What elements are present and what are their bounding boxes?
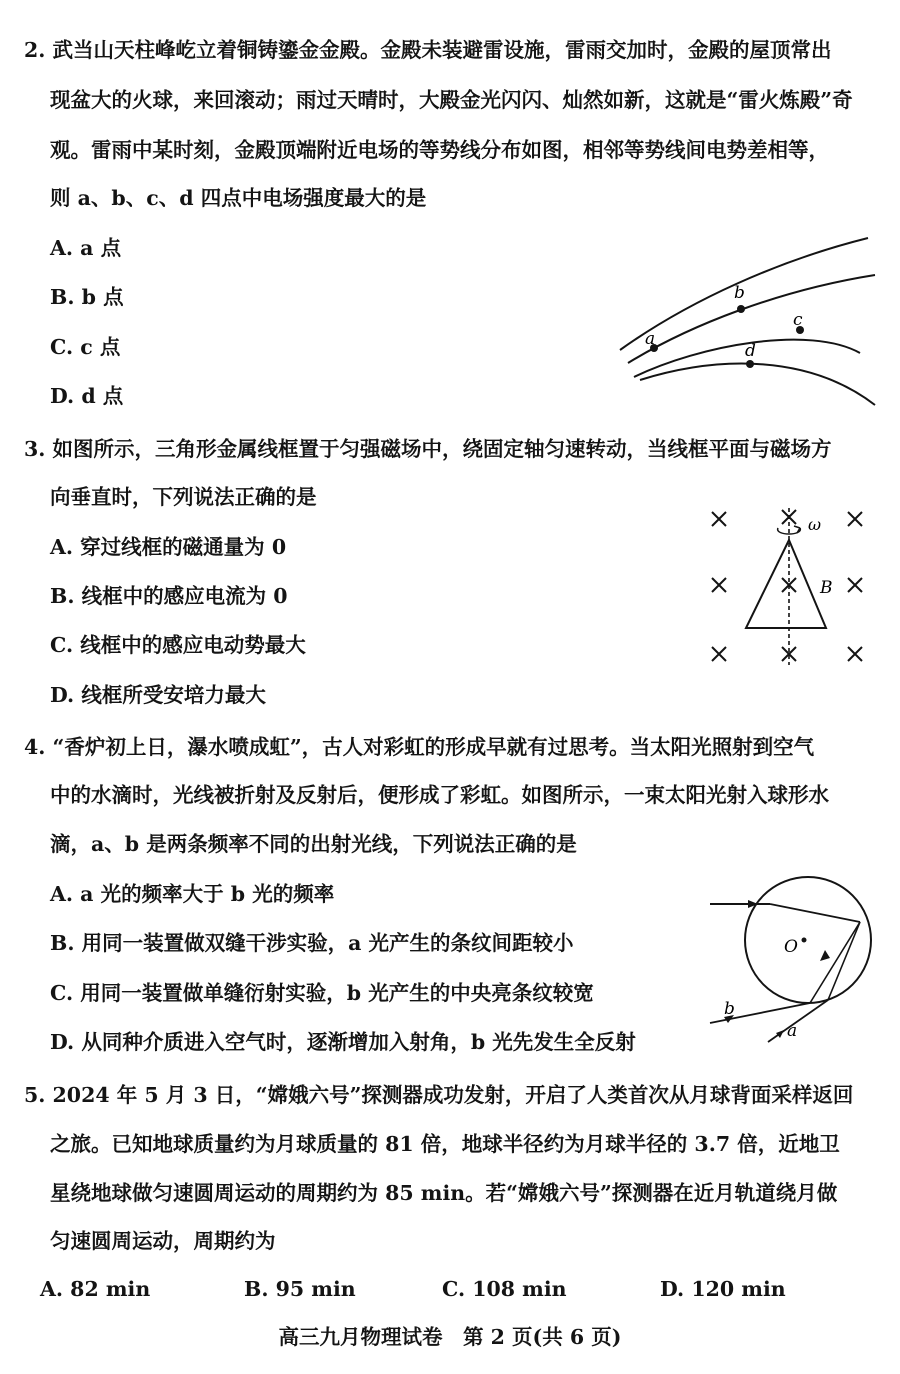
question-4-option-c: C. 用同一装置做单缝衍射实验，b 光产生的中央亮条纹较宽 bbox=[50, 981, 594, 1005]
question-5-option-b: B. 95 min bbox=[244, 1277, 356, 1301]
question-2-line-4: 则 a、b、c、d 四点中电场强度最大的是 bbox=[50, 186, 427, 210]
label-omega: ω bbox=[808, 515, 822, 534]
label-d: d bbox=[745, 341, 756, 361]
label-b: b bbox=[724, 999, 735, 1019]
label-c: c bbox=[793, 310, 803, 330]
question-5-line-2: 之旅。已知地球质量约为月球质量的 81 倍，地球半径约为月球半径的 3.7 倍，近地卫 bbox=[50, 1132, 840, 1156]
triangle-frame bbox=[746, 540, 826, 628]
question-5-line-3: 星绕地球做匀速圆周运动的周期约为 85 min。若“嫦娥六号”探测器在近月轨道绕月做 bbox=[50, 1181, 838, 1205]
question-2-line-2: 现盆大的火球，来回滚动；雨过天晴时，大殿金光闪闪、灿然如新，这就是“雷火炼殿”奇 bbox=[50, 88, 853, 112]
question-3-option-d: D. 线框所受安培力最大 bbox=[50, 683, 266, 707]
question-4-option-a: A. a 光的频率大于 b 光的频率 bbox=[50, 882, 335, 906]
question-4-line-2: 中的水滴时，光线被折射及反射后，便形成了彩虹。如图所示，一束太阳光射入球形水 bbox=[50, 783, 829, 807]
equipotential-lines-figure bbox=[610, 230, 880, 410]
question-4-option-d: D. 从同种介质进入空气时，逐渐增加入射角，b 光先发生全反射 bbox=[50, 1030, 636, 1054]
question-5-line-4: 匀速圆周运动，周期约为 bbox=[50, 1229, 276, 1253]
point-b bbox=[737, 305, 745, 313]
question-2-option-d: D. d 点 bbox=[50, 384, 124, 408]
question-3-option-b: B. 线框中的感应电流为 0 bbox=[50, 584, 288, 608]
label-a: a bbox=[787, 1021, 798, 1041]
question-3-line-2: 向垂直时，下列说法正确的是 bbox=[50, 485, 317, 509]
label-b: b bbox=[734, 283, 745, 303]
question-4-line-3: 滴，a、b 是两条频率不同的出射光线，下列说法正确的是 bbox=[50, 832, 577, 856]
magnetic-field-cross-marks bbox=[712, 510, 862, 661]
question-3-option-a: A. 穿过线框的磁通量为 0 bbox=[50, 535, 287, 559]
water-droplet-figure bbox=[700, 860, 880, 1045]
question-2-option-c: C. c 点 bbox=[50, 335, 121, 359]
question-5-option-a: A. 82 min bbox=[40, 1277, 151, 1301]
question-2-line-3: 观。雷雨中某时刻，金殿顶端附近电场的等势线分布如图，相邻等势线间电势差相等， bbox=[50, 138, 829, 162]
label-B: B bbox=[820, 578, 833, 598]
question-4-line-1: 4. “香炉初上日，瀑水喷成虹”，古人对彩虹的形成早就有过思考。当太阳光照射到空气 bbox=[24, 735, 815, 759]
point-d bbox=[746, 360, 754, 368]
triangle-frame-figure bbox=[700, 500, 880, 675]
question-3-line-1: 3. 如图所示，三角形金属线框置于匀强磁场中，绕固定轴匀速转动，当线框平面与磁场方 bbox=[24, 437, 832, 461]
question-2-option-b: B. b 点 bbox=[50, 285, 124, 309]
question-5-option-d: D. 120 min bbox=[660, 1277, 786, 1301]
question-5-line-1: 5. 2024 年 5 月 3 日，“嫦娥六号”探测器成功发射，开启了人类首次从月球背面采样返回 bbox=[24, 1083, 854, 1107]
label-O: O bbox=[784, 937, 798, 957]
question-5-option-c: C. 108 min bbox=[442, 1277, 567, 1301]
question-2-option-a: A. a 点 bbox=[50, 236, 122, 260]
page-footer: 高三九月物理试卷 第 2 页(共 6 页) bbox=[278, 1325, 622, 1349]
question-4-option-b: B. 用同一装置做双缝干涉实验，a 光产生的条纹间距较小 bbox=[50, 931, 574, 955]
label-a: a bbox=[645, 329, 656, 349]
center-point-O bbox=[802, 938, 807, 943]
question-3-option-c: C. 线框中的感应电动势最大 bbox=[50, 633, 306, 657]
question-2-line-1: 2. 武当山天柱峰屹立着铜铸鎏金金殿。金殿未装避雷设施，雷雨交加时，金殿的屋顶常出 bbox=[24, 38, 832, 62]
